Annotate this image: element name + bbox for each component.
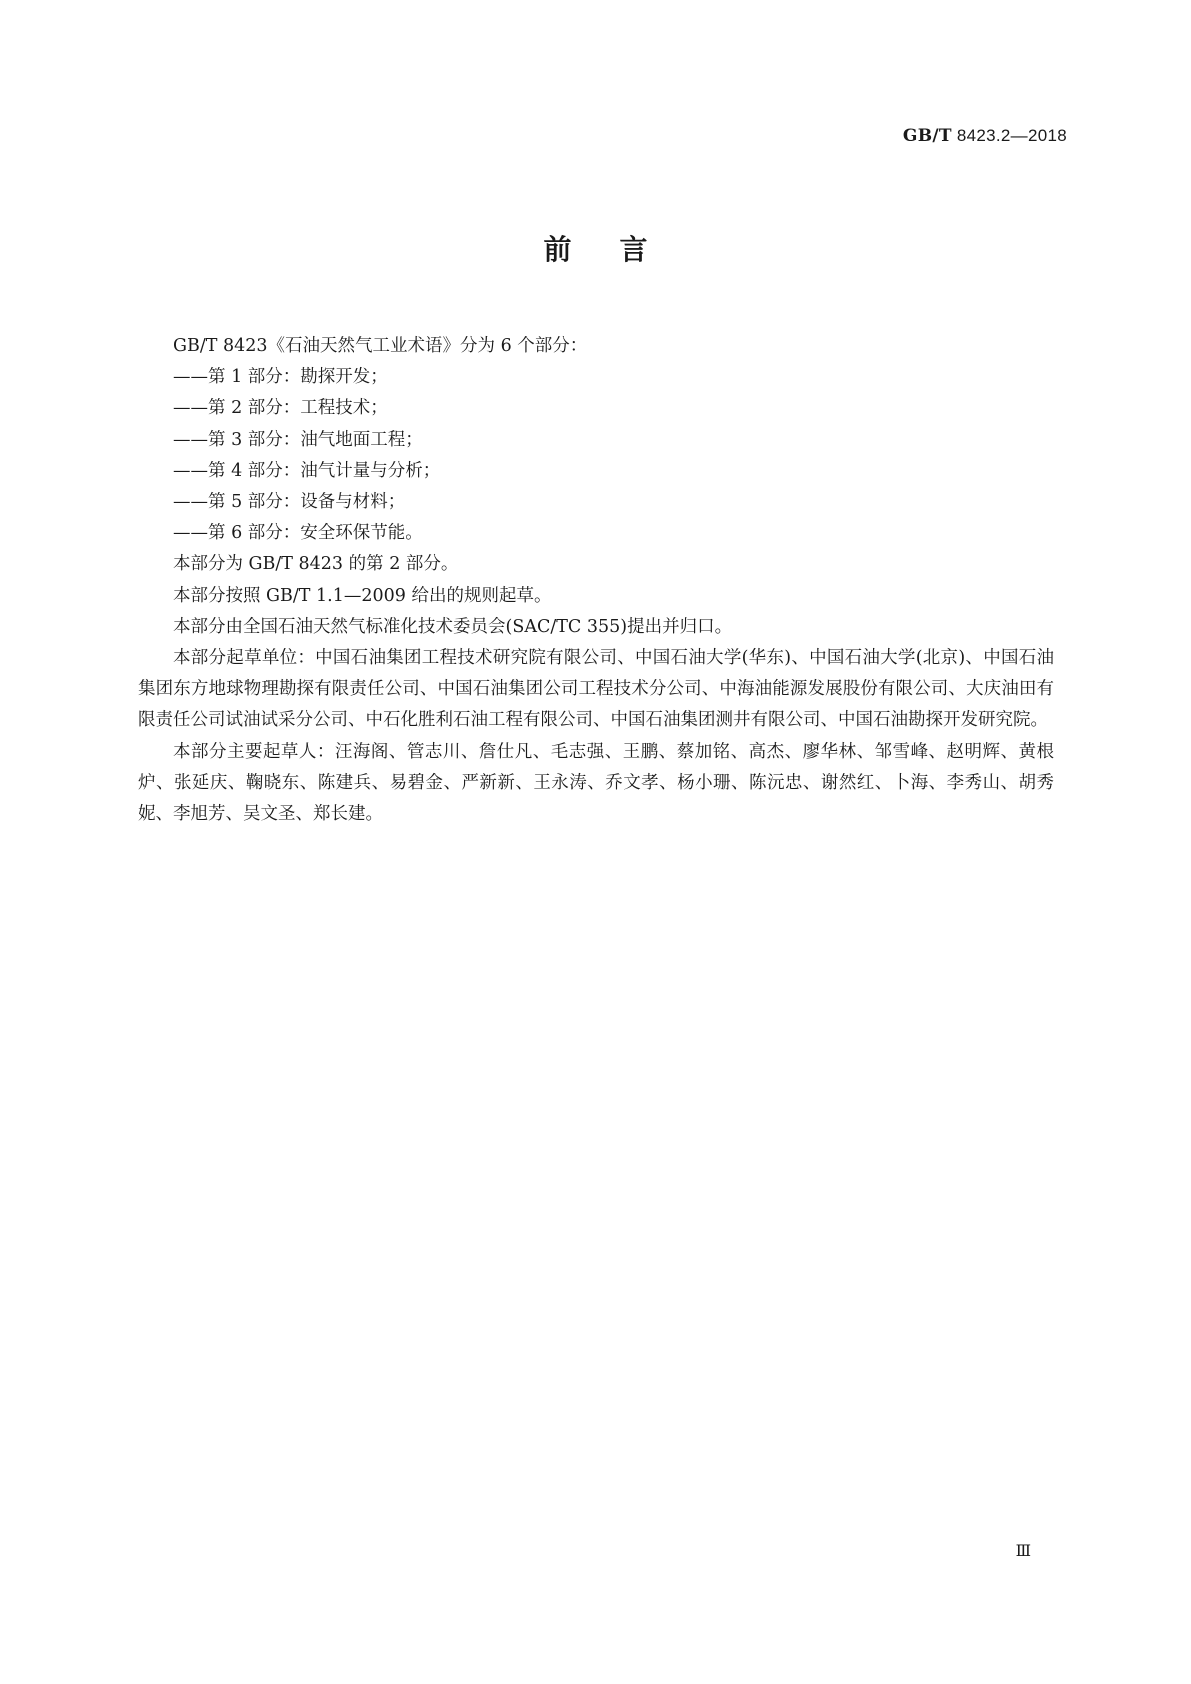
standard-code-number: 8423.2—2018 [951, 126, 1067, 145]
list-item-part-1: ——第 1 部分：勘探开发； [173, 367, 388, 388]
foreword-body [138, 331, 1054, 830]
standard-code [903, 126, 1067, 146]
paragraph-drafting-rules: 本部分按照 GB/T 1.1—2009 给出的规则起草。 [173, 585, 552, 606]
paragraph-part-statement: 本部分为 GB/T 8423 的第 2 部分。 [173, 554, 459, 575]
paragraph-drafters: 本部分主要起草人：汪海阁、管志川、詹仕凡、毛志强、王鹏、蔡加铭、高杰、廖华林、邹雪峰、赵明辉、黄根炉、张延庆、鞠晓东、陈建兵、易碧金、严新新、王永涛、乔文孝、杨小珊、陈沅忠、谢然红、卜海、李秀山、胡秀妮、李旭芳、吴文圣、郑长建。 [138, 741, 1054, 825]
standard-code-prefix: GB/T [902, 126, 952, 146]
paragraph-drafting-units: 本部分起草单位：中国石油集团工程技术研究院有限公司、中国石油大学(华东)、中国石油大学(北京)、中国石油集团东方地球物理勘探有限责任公司、中国石油集团公司工程技术分公司、中海油能源发展股份有限公司、大庆油田有限责任公司试油试采分公司、中石化胜利石油工程有限公司、中国石油集团测井有限公司、中国石油勘探开发研究院。 [138, 648, 1054, 731]
list-item-part-3: ——第 3 部分：油气地面工程； [173, 429, 423, 450]
list-item-part-4: ——第 4 部分：油气计量与分析； [173, 460, 441, 481]
paragraph-intro: GB/T 8423《石油天然气工业术语》分为 6 个部分： [173, 336, 588, 356]
list-item-part-5: ——第 5 部分：设备与材料； [173, 492, 406, 513]
page-number: Ⅲ [1015, 1543, 1031, 1560]
paragraph-proposer: 本部分由全国石油天然气标准化技术委员会(SAC/TC 355)提出并归口。 [173, 616, 733, 637]
list-item-part-6: ——第 6 部分：安全环保节能。 [173, 523, 423, 544]
list-item-part-2: ——第 2 部分：工程技术； [173, 398, 388, 419]
page-title: 前言 [543, 233, 696, 266]
